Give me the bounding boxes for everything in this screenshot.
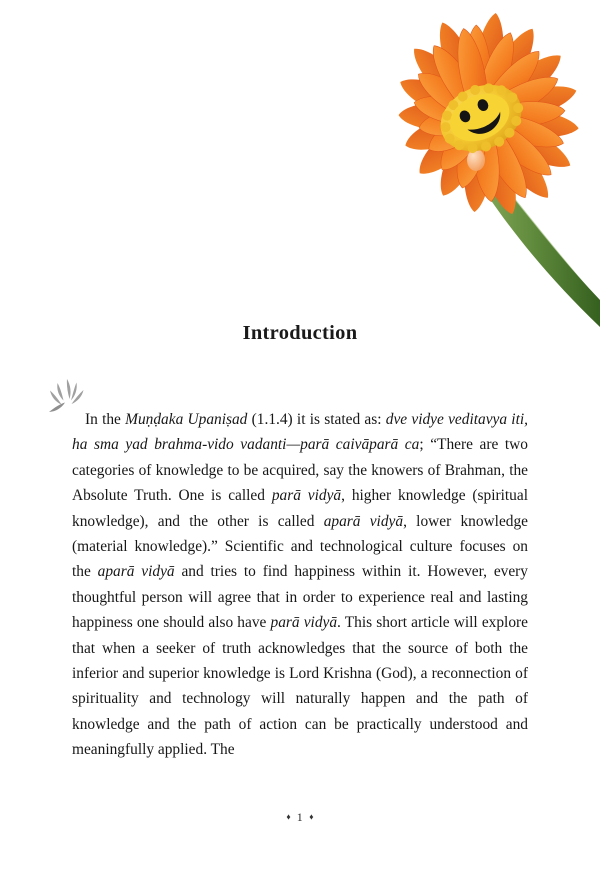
footer-diamond-left-icon: ♦: [286, 811, 291, 822]
transliterated-term: dve vidye veditavya iti, ha sma yad brahma-vido vadanti—parā caivāparā ca: [72, 411, 528, 454]
flower-petals-front: [411, 24, 567, 203]
transliterated-term: parā vidyā: [271, 487, 342, 505]
lotus-leaf-ornament: [43, 375, 89, 421]
paragraph-text: ; “There are two categories of knowledge to be acquired, say the knowers of Brahman, the Absolute Truth. One is called: [72, 436, 528, 505]
page-number: 1: [296, 810, 304, 824]
introduction-paragraph: [72, 407, 528, 763]
paragraph-text: (1.1.4) it is stated as:: [247, 411, 386, 428]
transliterated-term: parā vidyā: [270, 614, 338, 632]
body-text-block: [72, 407, 528, 763]
flower-center: [429, 70, 534, 166]
paragraph-text: , lower knowledge (material knowledge).” Scientific and technological culture focuses on the: [72, 512, 528, 581]
page-title: Introduction: [242, 322, 358, 344]
flower-petals-back: [395, 11, 580, 218]
transliterated-term: aparā vidyā: [97, 563, 175, 581]
paragraph-text: and tries to find happiness within it. However, every thoughtful person will agree that in order to experience real and lasting happiness one should also have: [72, 563, 528, 632]
page-footer: [0, 810, 600, 825]
transliterated-term: aparā vidyā: [323, 512, 404, 530]
smiley-eye-left: [458, 109, 472, 124]
paragraph-text: In the: [85, 411, 126, 428]
dewdrop: [467, 149, 485, 171]
smiley-mouth: [466, 112, 505, 140]
footer-diamond-right-icon: ♦: [309, 811, 314, 822]
transliterated-term: Muṇḍaka Upaniṣad: [125, 411, 248, 428]
smiley-eye-right: [476, 98, 490, 113]
paragraph-text: . This short article will explore that when a seeker of truth acknowledges that the source of both the inferior and superior knowledge is Lord Krishna (God), a reconnection of spirituality and technology will naturally happen and the path of knowledge and the path of action can be practically understood and meaningfully applied. The: [72, 614, 528, 759]
paragraph-text: , higher knowledge (spiritual knowledge), and the other is called: [72, 487, 528, 530]
flower-stem: [488, 178, 600, 327]
